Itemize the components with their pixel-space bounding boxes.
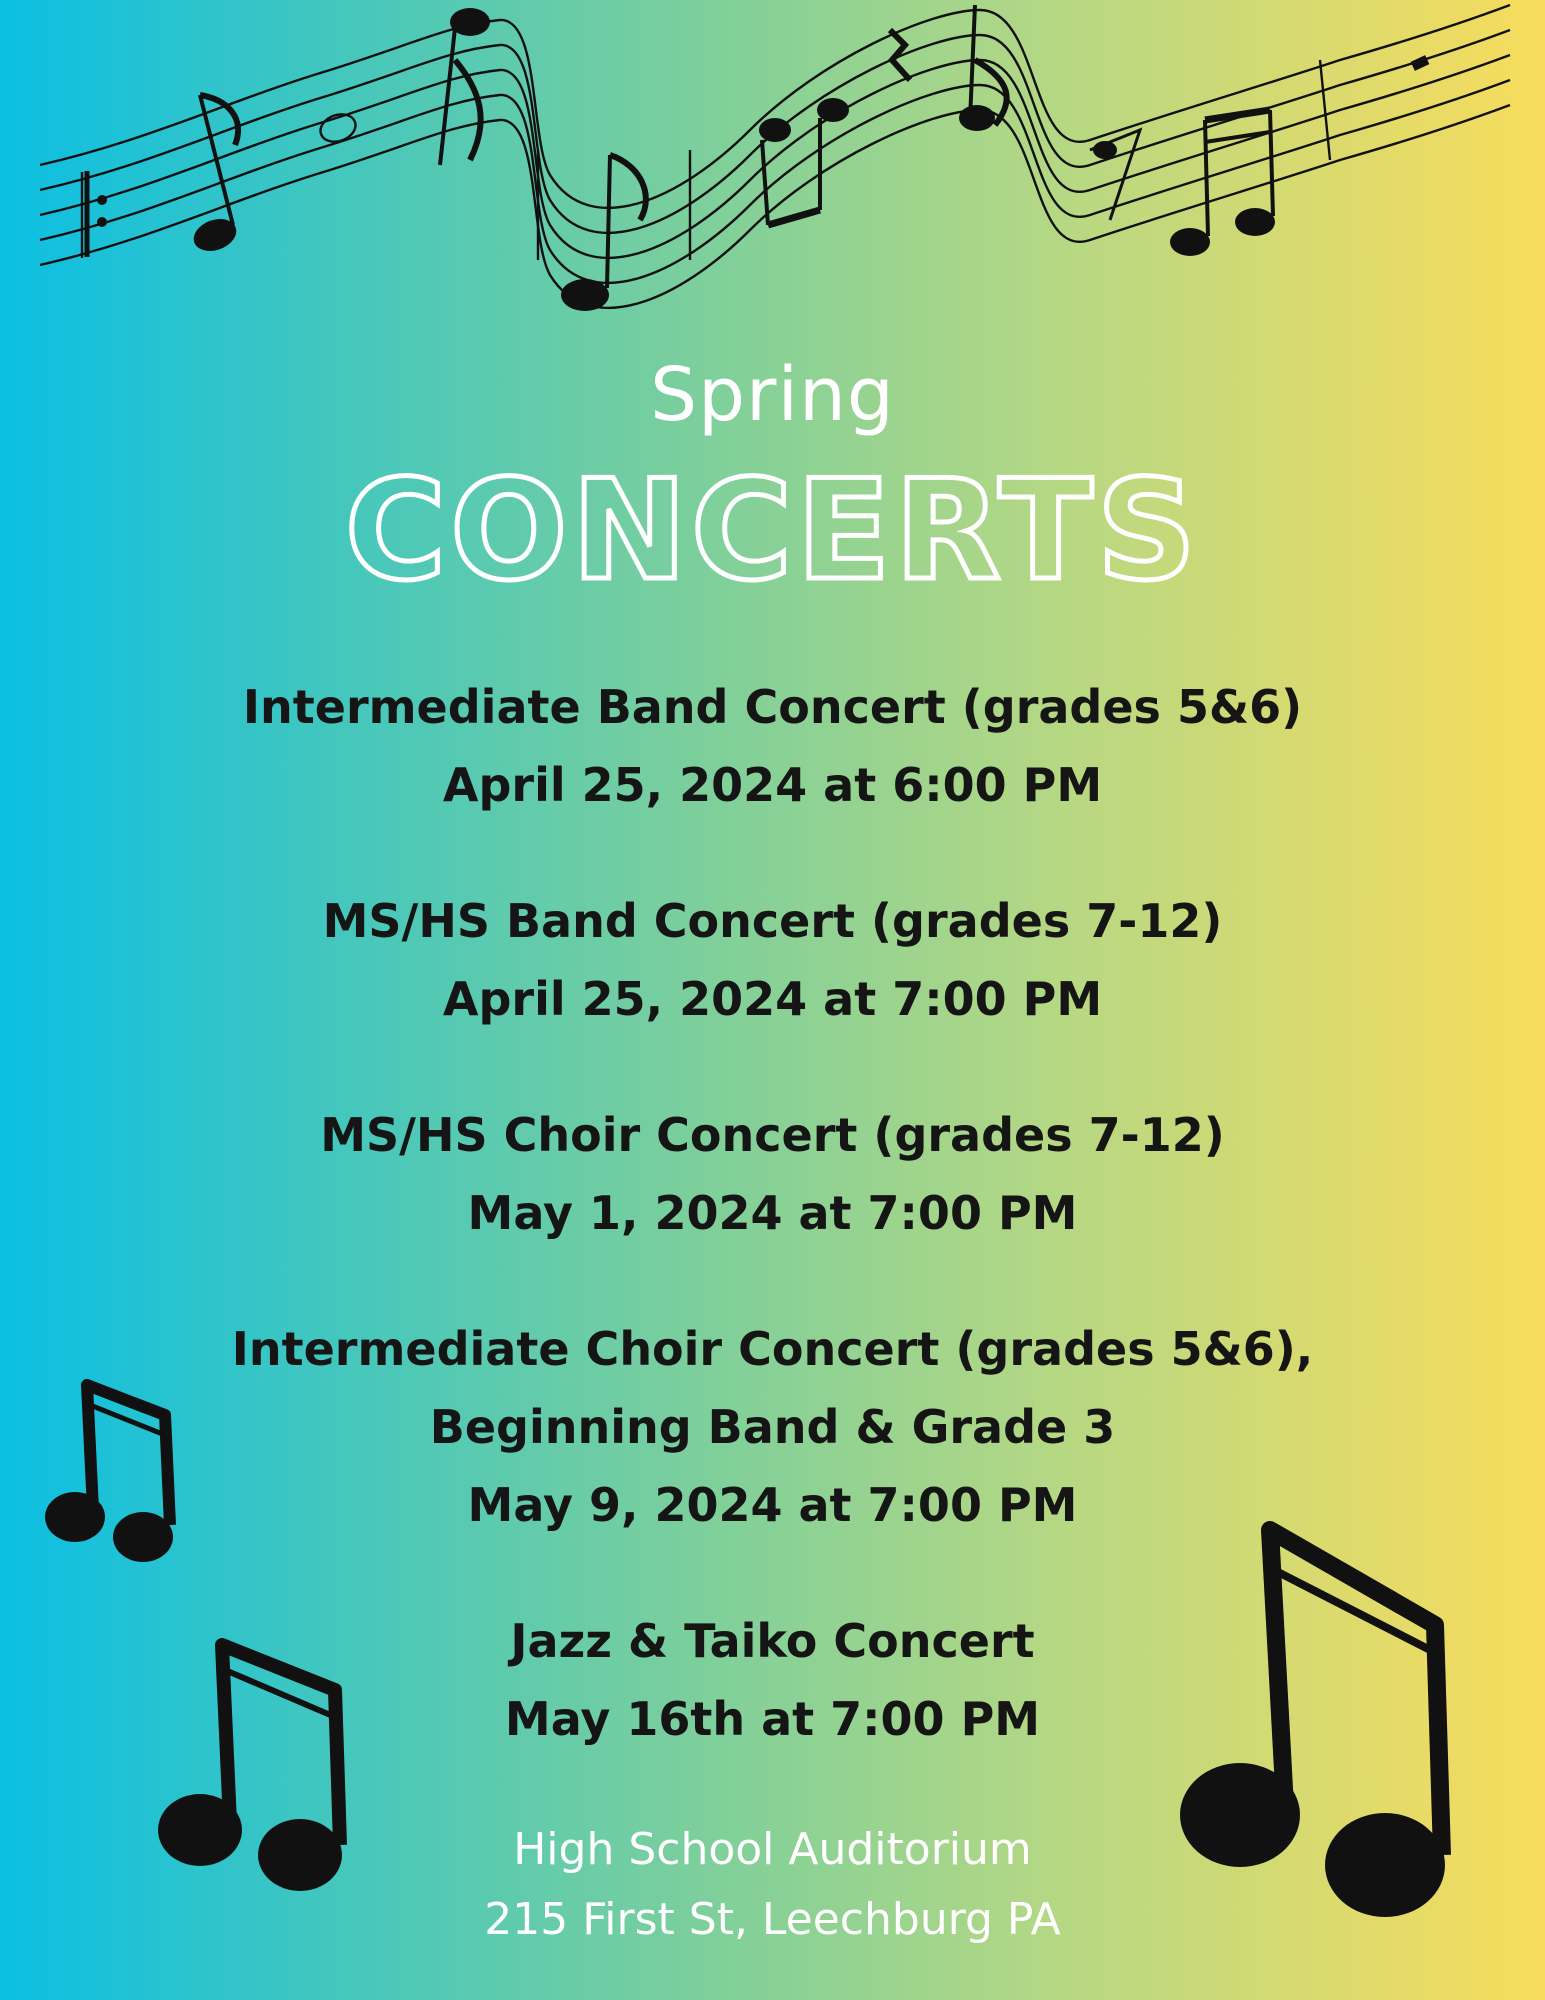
concert-date: May 1, 2024 at 7:00 PM: [467, 1186, 1078, 1240]
concert-item: [0, 1602, 1545, 1758]
venue-place: High School Auditorium: [513, 1824, 1032, 1875]
concert-list: [0, 668, 1545, 1816]
concert-name: Jazz & Taiko Concert: [510, 1614, 1035, 1668]
concert-item: [0, 668, 1545, 824]
concert-name-continued: Beginning Band & Grade 3: [429, 1400, 1116, 1454]
concert-date: April 25, 2024 at 7:00 PM: [442, 972, 1103, 1026]
page-title: CONCERTS: [344, 450, 1201, 611]
concert-date: May 16th at 7:00 PM: [504, 1692, 1041, 1746]
concert-item: [0, 1096, 1545, 1252]
concert-item: [0, 1310, 1545, 1544]
concert-name: MS/HS Band Concert (grades 7-12): [322, 894, 1223, 948]
concert-name: MS/HS Choir Concert (grades 7-12): [320, 1108, 1225, 1162]
concert-name: Intermediate Choir Concert (grades 5&6),: [231, 1322, 1314, 1376]
venue-address: 215 First St, Leechburg PA: [484, 1894, 1061, 1945]
subtitle-spring: Spring: [650, 352, 895, 438]
concert-date: April 25, 2024 at 6:00 PM: [442, 758, 1103, 812]
music-staff-icon: [30, 0, 1520, 340]
concert-name: Intermediate Band Concert (grades 5&6): [242, 680, 1303, 734]
venue: [0, 1815, 1545, 1955]
concert-item: [0, 882, 1545, 1038]
concert-date: May 9, 2024 at 7:00 PM: [467, 1478, 1078, 1532]
